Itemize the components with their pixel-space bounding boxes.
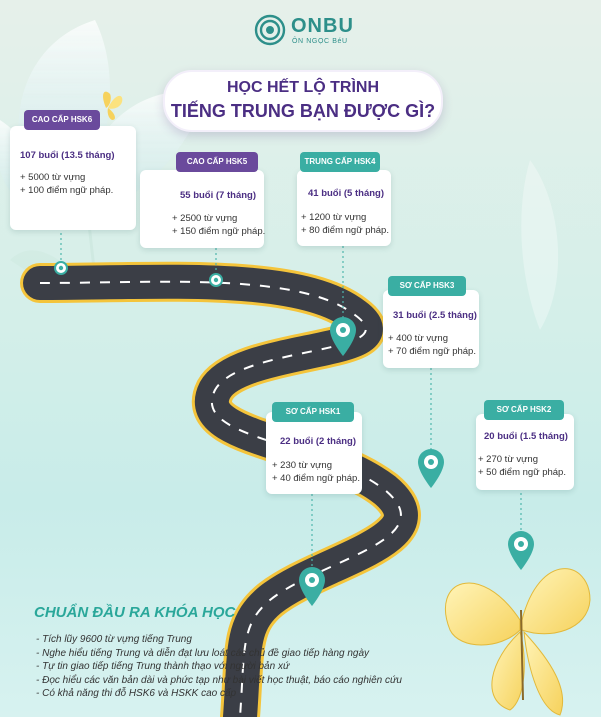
level-item: + 70 điểm ngữ pháp. <box>388 346 476 357</box>
level-duration: 31 buổi (2.5 tháng) <box>393 310 477 321</box>
level-item: + 230 từ vựng <box>272 460 332 471</box>
level-item: + 5000 từ vựng <box>20 172 86 183</box>
level-item: + 2500 từ vựng <box>172 213 238 224</box>
level-card-hsk2 <box>476 414 574 490</box>
brand-name: ONBU <box>291 15 354 37</box>
list-item: - Tự tin giao tiếp tiếng Trung thành thạo với người bản xứ <box>36 661 290 672</box>
level-item: + 400 từ vựng <box>388 333 448 344</box>
outcomes-list <box>36 633 402 701</box>
headline-line-1: HỌC HẾT LỘ TRÌNH <box>227 79 379 96</box>
headline-box <box>163 70 443 132</box>
level-tag: SƠ CẤP HSK3 <box>388 276 466 296</box>
level-tag: TRUNG CẤP HSK4 <box>300 152 380 172</box>
level-tag: SƠ CẤP HSK1 <box>272 402 354 422</box>
list-item: - Nghe hiểu tiếng Trung và diễn đạt lưu loát các chủ đề giao tiếp hàng ngày <box>36 647 370 659</box>
level-item: + 80 điểm ngữ pháp. <box>301 225 389 236</box>
level-duration: 55 buổi (7 tháng) <box>180 190 256 201</box>
level-item: + 40 điểm ngữ pháp. <box>272 473 360 484</box>
list-item: - Tích lũy 9600 từ vựng tiếng Trung <box>36 634 192 645</box>
list-item: - Đọc hiểu các văn bản dài và phức tạp như bài viết học thuật, báo cáo nghiên cứu <box>36 674 402 686</box>
level-item: + 270 từ vựng <box>478 454 538 465</box>
list-item: - Có khả năng thi đỗ HSK6 và HSKK cao cấp <box>36 688 237 699</box>
outcomes-title: CHUẨN ĐẦU RA KHÓA HỌC <box>34 604 236 621</box>
onbu-logo-icon <box>254 14 286 46</box>
level-duration: 20 buổi (1.5 tháng) <box>484 431 568 442</box>
level-duration: 22 buổi (2 tháng) <box>280 436 356 447</box>
level-tag: CAO CẤP HSK6 <box>24 110 100 130</box>
level-duration: 107 buổi (13.5 tháng) <box>20 150 115 161</box>
level-duration: 41 buổi (5 tháng) <box>308 188 384 199</box>
level-item: + 1200 từ vựng <box>301 212 367 223</box>
level-tag: SƠ CẤP HSK2 <box>484 400 564 420</box>
brand-subtitle: ÔN NGỌC BéU <box>292 38 348 45</box>
level-item: + 150 điểm ngữ pháp. <box>172 226 266 237</box>
level-tag: CAO CẤP HSK5 <box>176 152 258 172</box>
level-item: + 50 điểm ngữ pháp. <box>478 467 566 478</box>
headline-line-2: TIẾNG TRUNG BẠN ĐƯỢC GÌ? <box>170 101 436 121</box>
level-item: + 100 điểm ngữ pháp. <box>20 185 114 196</box>
butterfly-icon <box>445 569 590 715</box>
